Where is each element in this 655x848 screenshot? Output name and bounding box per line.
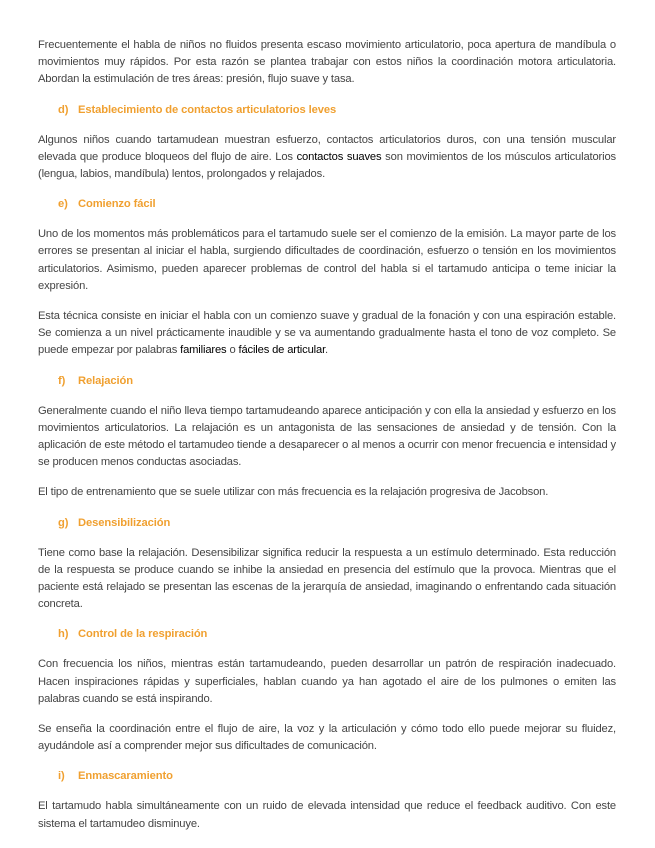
text-run: o: [226, 344, 239, 357]
section-title: Desensibilización: [78, 516, 171, 529]
section-heading-h: [38, 626, 616, 643]
text-run: .: [325, 344, 328, 357]
section-i-paragraph-1: El tartamudo habla simultáneamente con un ruido de elevada intensidad que reduce el feedback auditivo. Con este sistema el tartamudeo disminuye.: [38, 800, 616, 830]
section-heading-f: [38, 373, 616, 390]
section-letter: d): [58, 103, 69, 116]
section-h-paragraph-1: Con frecuencia los niños, mientras están tartamudeando, pueden desarrollar un patrón de respiración inadecuado. Hacen inspiraciones rápidas y superficiales, hablan cuando ya han agotado el aire de los pulmones o emiten las palabras cuando se está inspirando.: [38, 658, 616, 705]
section-d-paragraph-1: [38, 132, 616, 184]
section-letter: i): [58, 770, 65, 783]
section-letter: h): [58, 628, 69, 641]
section-heading-g: [38, 515, 616, 532]
section-heading-e: [38, 196, 616, 213]
emphasis-term: familiares: [180, 344, 227, 357]
intro-paragraph: Frecuentemente el habla de niños no fluidos presenta escaso movimiento articulatorio, poca apertura de mandíbula o movimientos muy rápidos. Por esta razón se plantea trabajar con estos niños la coordinación motora articulatoria. Abordan la estimulación de tres áreas: presión, flujo suave y tasa.: [38, 39, 616, 86]
section-f-paragraph-1: Generalmente cuando el niño lleva tiempo tartamudeando aparece anticipación y con ella la ansiedad y esfuerzo en los movimientos articulatorios. La relajación es un antagonista de las sensaciones de ansiedad y de tensión. Con la aplicación de este método el tartamudeo tiende a desaparecer o al menos a ocurrir con menor frecuencia e intensidad y se producen menos conductas asociadas.: [38, 404, 616, 469]
section-title: Enmascaramiento: [78, 770, 173, 783]
section-letter: e): [58, 198, 68, 211]
section-e-paragraph-2: [38, 308, 616, 360]
section-h-paragraph-2: Se enseña la coordinación entre el flujo de aire, la voz y la articulación y cómo todo ello puede mejorar su fluidez, ayudándole así a comprender mejor sus dificultades de comunicación.: [38, 723, 616, 753]
text-run: Esta técnica consiste en iniciar el habla con un comienzo suave y gradual de la fonación y con una espiración estable. Se comienza a un nivel prácticamente inaudible y se va aumentando gradualmente hasta el tono de voz completo. Se puede empezar por palabras: [38, 310, 616, 357]
section-letter: g): [58, 516, 69, 529]
text-run: son movimientos de los músculos articulatorios (lengua, labios, mandíbula) lentos, prolongados y relajados.: [38, 150, 616, 181]
section-e-paragraph-1: Uno de los momentos más problemáticos para el tartamudo suele ser el comienzo de la emisión. La mayor parte de los errores se presentan al iniciar el habla, surgiendo dificultades de coordinación, esfuerzo o tensión en los movimientos articulatorios. Asimismo, pueden aparecer problemas de control del habla si el tartamudo anticipa o teme iniciar la expresión.: [38, 228, 616, 292]
document-page: [38, 37, 616, 846]
section-heading-d: [38, 102, 616, 119]
section-title: Establecimiento de contactos articulatorios leves: [78, 103, 337, 116]
emphasis-term: fáciles de articular: [238, 344, 326, 357]
text-run: Algunos niños cuando tartamudean muestran esfuerzo, contactos articulatorios duros, con una tensión muscular elevada que produce bloqueos del flujo de aire. Los: [38, 133, 616, 163]
section-title: Control de la respiración: [78, 628, 208, 641]
section-heading-i: [38, 768, 616, 785]
section-title: Relajación: [78, 374, 133, 387]
section-letter: f): [58, 374, 66, 387]
section-title: Comienzo fácil: [78, 198, 156, 211]
emphasis-term: contactos suaves: [296, 150, 382, 163]
section-f-paragraph-2: El tipo de entrenamiento que se suele utilizar con más frecuencia es la relajación progresiva de Jacobson.: [38, 486, 549, 499]
section-g-paragraph-1: Tiene como base la relajación. Desensibilizar significa reducir la respuesta a un estímulo determinado. Esta reducción de la respuesta se produce cuando se inhibe la ansiedad en presencia del estímulo que la provoca. Mientras que el paciente está relajado se presentan las escenas de la jerarquía de ansiedad, imaginando o enfrentando cada situación concreta.: [38, 546, 616, 611]
